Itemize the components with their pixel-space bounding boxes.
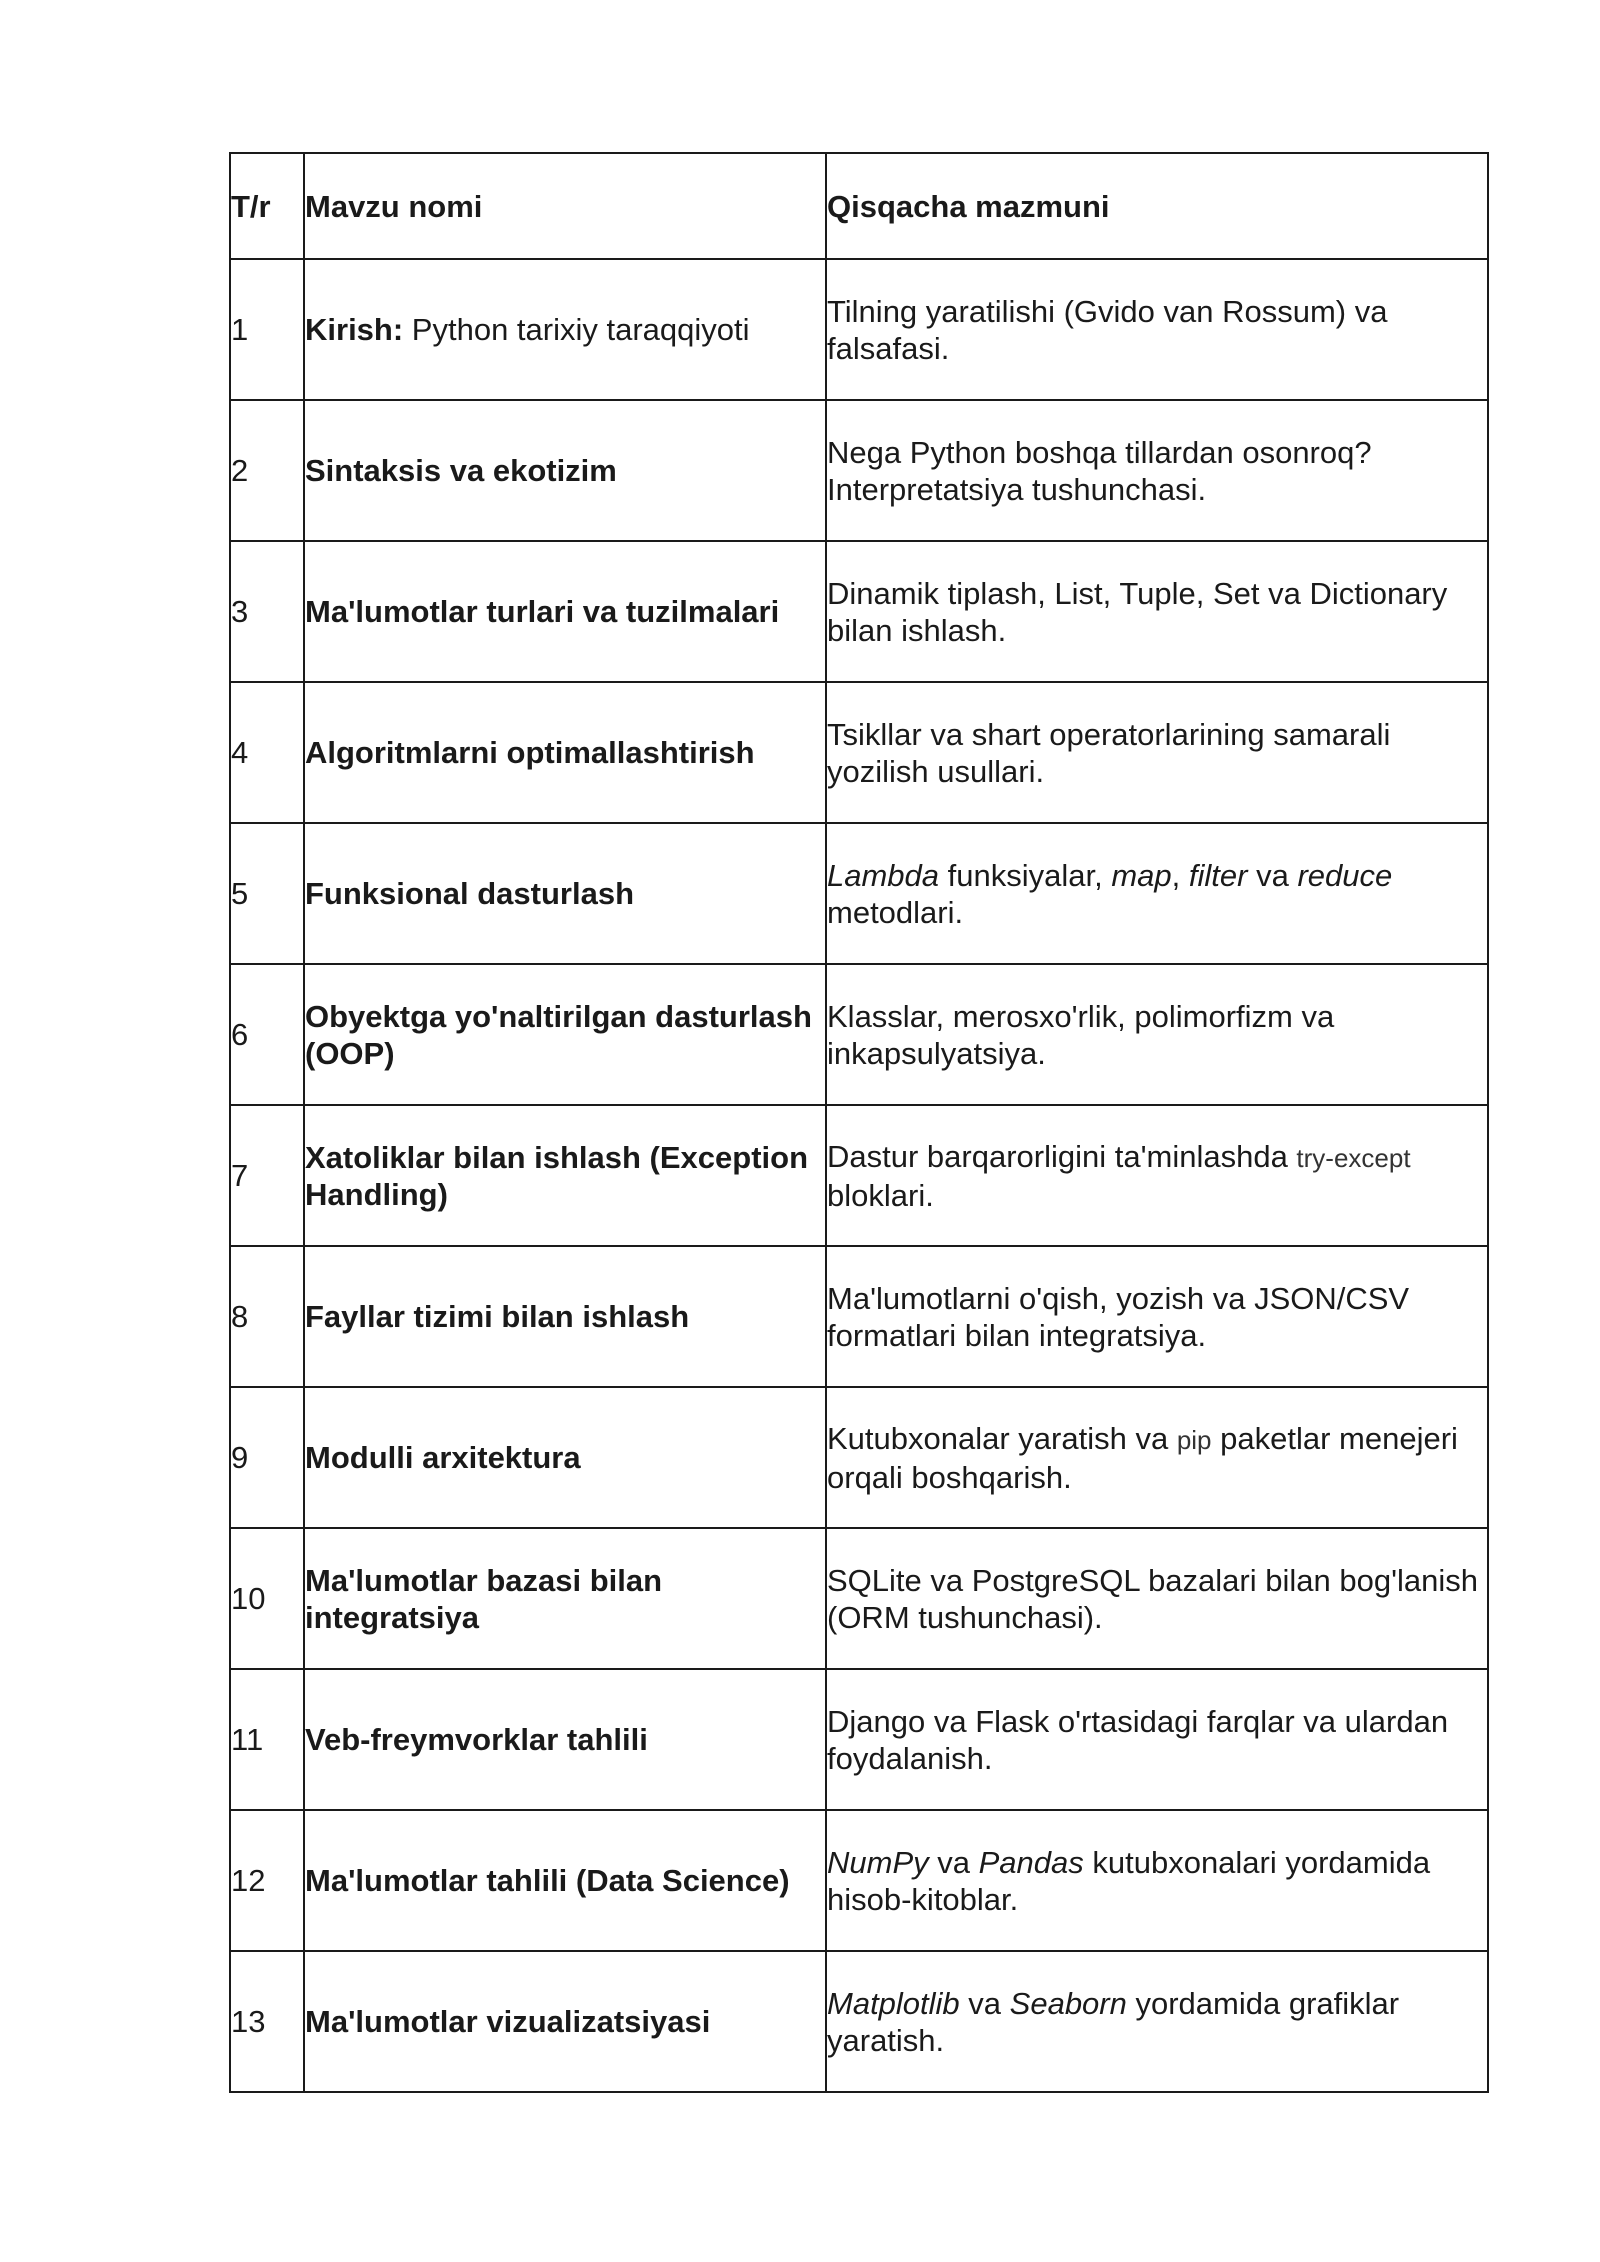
row-number: 4 <box>230 682 304 823</box>
description-italic-term: map <box>1111 857 1172 893</box>
description-cell <box>826 1951 1488 2092</box>
topic-title: Ma'lumotlar bazasi bilan integratsiya <box>305 1562 663 1635</box>
description-text: Tilning yaratilishi (Gvido van Rossum) va falsafasi. <box>827 293 1388 366</box>
topic-cell <box>304 682 826 823</box>
row-number: 2 <box>230 400 304 541</box>
description-cell <box>826 823 1488 964</box>
table-row <box>230 1669 1488 1810</box>
topic-title: Sintaksis va ekotizim <box>305 453 617 488</box>
topic-cell <box>304 1246 826 1387</box>
table-row <box>230 1105 1488 1246</box>
row-number: 9 <box>230 1387 304 1528</box>
description-text: Dastur barqarorligini ta'minlashda <box>827 1138 1297 1174</box>
table-body <box>230 259 1488 2092</box>
topic-title: Fayllar tizimi bilan ishlash <box>305 1299 690 1334</box>
row-number: 5 <box>230 823 304 964</box>
description-italic-term: Matplotlib <box>827 1985 960 2021</box>
row-number: 13 <box>230 1951 304 2092</box>
description-italic-term: Lambda <box>827 857 940 893</box>
description-text: SQLite va PostgreSQL bazalari bilan bog'lanish (ORM tushunchasi). <box>827 1562 1478 1635</box>
table-row <box>230 541 1488 682</box>
topic-cell <box>304 1105 826 1246</box>
description-italic-term: filter <box>1188 857 1248 893</box>
table-row <box>230 1387 1488 1528</box>
topic-title: Algoritmlarni optimallashtirish <box>305 735 755 770</box>
table-row <box>230 1528 1488 1669</box>
table-row <box>230 400 1488 541</box>
description-text: va <box>959 1985 1010 2021</box>
description-text: va <box>1247 857 1298 893</box>
topic-cell <box>304 1951 826 2092</box>
topic-cell <box>304 964 826 1105</box>
topic-title: Ma'lumotlar turlari va tuzilmalari <box>305 594 780 629</box>
description-text: Nega Python boshqa tillardan osonroq? Interpretatsiya tushunchasi. <box>827 434 1372 507</box>
topic-title: Xatoliklar bilan ishlash (Exception Handling) <box>305 1139 809 1212</box>
row-number: 10 <box>230 1528 304 1669</box>
topic-cell <box>304 1528 826 1669</box>
row-number: 12 <box>230 1810 304 1951</box>
table-row <box>230 1810 1488 1951</box>
header-description: Qisqacha mazmuni <box>826 153 1488 259</box>
topic-cell <box>304 259 826 400</box>
description-cell <box>826 259 1488 400</box>
table-row <box>230 1951 1488 2092</box>
topic-title: Ma'lumotlar tahlili (Data Science) <box>305 1863 790 1898</box>
description-italic-term: Pandas <box>978 1844 1084 1880</box>
description-text: va <box>928 1844 979 1880</box>
description-cell <box>826 1528 1488 1669</box>
description-text: Django va Flask o'rtasidagi farqlar va ulardan foydalanish. <box>827 1703 1449 1776</box>
description-cell <box>826 400 1488 541</box>
topic-cell <box>304 1810 826 1951</box>
description-cell <box>826 1387 1488 1528</box>
table-header-row <box>230 153 1488 259</box>
row-number: 3 <box>230 541 304 682</box>
description-cell <box>826 682 1488 823</box>
row-number: 6 <box>230 964 304 1105</box>
description-text: kutubxonalari yordamida hisob-kitoblar. <box>827 1844 1431 1917</box>
header-topic: Mavzu nomi <box>304 153 826 259</box>
description-text: metodlari. <box>827 894 964 930</box>
row-number: 8 <box>230 1246 304 1387</box>
table-row <box>230 259 1488 400</box>
topic-cell <box>304 1387 826 1528</box>
description-text: Kutubxonalar yaratish va <box>827 1420 1177 1456</box>
description-text: funksiyalar, <box>939 857 1112 893</box>
topic-title: Obyektga yo'naltirilgan dasturlash (OOP) <box>305 998 812 1071</box>
topic-title: Funksional dasturlash <box>305 876 635 911</box>
description-text: bloklari. <box>827 1177 934 1213</box>
topic-title: Modulli arxitektura <box>305 1440 581 1475</box>
table-row <box>230 682 1488 823</box>
row-number: 1 <box>230 259 304 400</box>
row-number: 7 <box>230 1105 304 1246</box>
description-italic-term: NumPy <box>827 1844 929 1880</box>
description-code-term: pip <box>1176 1424 1212 1455</box>
header-number: T/r <box>230 153 304 259</box>
description-cell <box>826 1810 1488 1951</box>
topics-table <box>229 152 1489 2093</box>
description-text: Dinamik tiplash, List, Tuple, Set va Dictionary bilan ishlash. <box>827 575 1448 648</box>
topic-cell <box>304 823 826 964</box>
description-text: yordamida grafiklar yaratish. <box>827 1985 1400 2058</box>
description-cell <box>826 1105 1488 1246</box>
description-italic-term: Seaborn <box>1009 1985 1127 2021</box>
description-code-term: try-except <box>1296 1142 1411 1173</box>
description-cell <box>826 541 1488 682</box>
row-number: 11 <box>230 1669 304 1810</box>
topic-cell <box>304 541 826 682</box>
description-text: paketlar menejeri orqali boshqarish. <box>827 1420 1458 1495</box>
table-row <box>230 964 1488 1105</box>
description-italic-term: reduce <box>1297 857 1393 893</box>
table-row <box>230 823 1488 964</box>
description-cell <box>826 1669 1488 1810</box>
topic-title: Kirish: <box>305 312 404 347</box>
description-text: , <box>1171 857 1189 893</box>
topic-subtitle: Python tarixiy taraqqiyoti <box>403 312 750 347</box>
topic-title: Veb-freymvorklar tahlili <box>305 1722 648 1757</box>
description-cell <box>826 964 1488 1105</box>
description-text: Ma'lumotlarni o'qish, yozish va JSON/CSV formatlari bilan integratsiya. <box>827 1280 1410 1353</box>
table-row <box>230 1246 1488 1387</box>
description-text: Tsikllar va shart operatorlarining samarali yozilish usullari. <box>827 716 1391 789</box>
topic-title: Ma'lumotlar vizualizatsiyasi <box>305 2004 711 2039</box>
description-text: Klasslar, merosxo'rlik, polimorfizm va inkapsulyatsiya. <box>827 998 1335 1071</box>
topic-cell <box>304 1669 826 1810</box>
topic-cell <box>304 400 826 541</box>
description-cell <box>826 1246 1488 1387</box>
